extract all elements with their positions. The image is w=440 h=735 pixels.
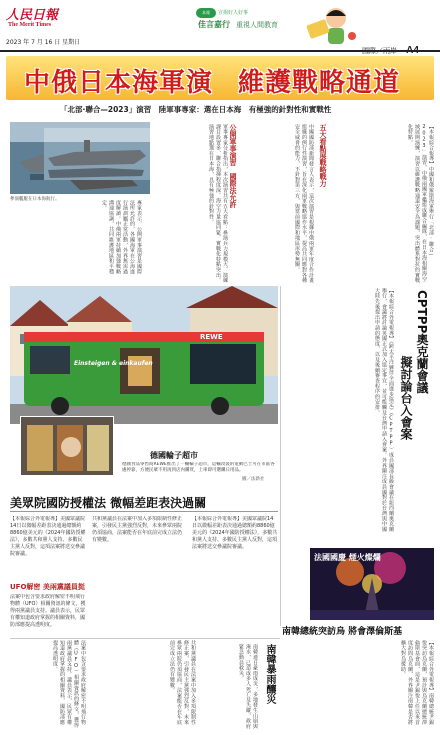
slogan-subtag: 宣揚好人好事 <box>218 10 249 16</box>
defense-headline: 美眾院國防授權法 微幅差距表決過關 <box>10 496 207 510</box>
main-headline-banner <box>6 56 434 100</box>
bus-caption-body: 德國食品零售商REWE推出了一輛輪子超市，這輛改裝的電動巴士可在市區各處停靠，方便民眾不用再到店內購買，上車即可選購日用品。 <box>122 462 275 473</box>
brand-cn: 人民日報 <box>6 8 59 23</box>
lower-left-body: 法案中包含要求政府解密不明飛行物體（UFO）相關資訊的條文，獲得兩黨議員支持。議員表示，民眾有權知道政府掌握的相關資料，國防部應提高透明度。 <box>52 640 86 728</box>
main-subhead: 「北部·聯合—2023」演習 陸軍事專家：選在日本海 有極強的針對性和實戰性 <box>60 105 332 114</box>
korea-headline: 南韓總統突訪烏 將會澤倫斯基 <box>282 627 403 637</box>
bus-slogan: Einsteigen & einkaufen <box>74 360 153 367</box>
slogan-badge <box>196 6 316 36</box>
slogan-main: 佳言嘉行 <box>198 20 230 29</box>
defense-sub-ufo: UFO解密 美兩黨議員挺 <box>10 583 85 591</box>
mascot-illustration <box>300 2 360 50</box>
korea-rain-body: 南韓連日豪雨成災，多地發生山崩與淹水，已造成多人死亡及失蹤，政府緊急動員救災。 <box>238 644 258 729</box>
masthead-rule <box>0 50 440 52</box>
main-body-4: 專家表示，公開軍事演習是國際法所允許的，各國海軍在公海進行演訓屬正常活動，外界無需過度解讀。中俄兩軍持續加強戰略溝通協調，共同維護地區和平穩定。 <box>101 200 142 275</box>
issue-date: 2023 年 7 月 16 日 星期日 <box>6 39 81 46</box>
defense-body-1: 【本報綜合外電報導】美國眾議院14日以微幅差距表決通過總額約8860億美元的《2024年國防授權法》，多數共和黨人支持、多數民主黨人反對，這項法案將送交參議院審議。 <box>10 516 86 557</box>
defense-body-2: 法案中包含要求政府解密不明飛行物體（UFO）相關資訊的條文，獲得兩黨議員支持。議員表示，民眾有權知道政府掌握的相關資料，國防部應提高透明度。 <box>10 594 86 628</box>
fireworks-photo <box>310 548 434 620</box>
section-label <box>362 38 419 57</box>
divider <box>10 638 280 639</box>
main-body-1: 【本報綜合報導】中國和俄羅斯海軍舉行「北部·聯合—2023」演習，中俄兩國軍艦組成聯合編隊，在日本海相關海空域展開演練，演習以維護戰略通道安全為課題，突出體系對抗的實戰化特點。 <box>407 124 434 283</box>
bus-inset-photo <box>20 416 114 476</box>
bus-photo <box>10 286 278 424</box>
bus-caption-title: 德國輪子超市 <box>150 451 198 460</box>
defense-rule <box>10 511 278 512</box>
fireworks-caption: 法國國慶 煙火燦爛 <box>314 553 381 562</box>
warship-caption: 參演艦艇在日本海航行。 <box>10 197 60 202</box>
defense-body-3: 共和黨議員在法案中加入多項限制性修正案，引發民主黨強烈反對，未來參眾兩院仍須協商，法案能否在年底前完成立法仍有變數。 <box>92 516 183 543</box>
bus-sign: REWE <box>200 333 223 341</box>
main-body-2: 中國國防部新聞發言人表示，這次演習是根據中俄兩軍年度合作計畫組織的例行性演習，旨在深化兩軍戰略協作水平，提高共同應對各種安全威脅的能力，不針對第三方，與當前國際和地區形勢無關。 <box>294 124 314 283</box>
brand-en: The Merit Times <box>8 22 52 28</box>
headline-right: 維護戰略通道 <box>238 68 401 98</box>
defense-body-4: 【本報綜合外電報導】美國眾議院14日以微幅差距表決通過總額約8860億美元的《2024年國防授權法》，多數共和黨人支持、多數民主黨人反對，這項法案將送交參議院審議。 <box>192 516 278 550</box>
slogan-tag: 本報 <box>196 8 216 18</box>
col-subhead-2: 公開軍事演習 國際法允許 <box>229 124 237 208</box>
korea-body: 【本報綜合外電報導】南韓總統尹錫悅突訪烏克蘭，預計與烏克蘭總統澤倫斯基會面，這是尹錫悅上任以來首度訪問烏克蘭，外界關注南韓是否將擴大對烏援助。 <box>400 640 434 725</box>
fleet-photo <box>44 128 150 180</box>
masthead <box>0 0 440 52</box>
korea-rain-headline: 南韓暴雨釀災 <box>264 644 275 704</box>
slogan-sub: 重視人間教育 <box>236 21 278 29</box>
divider <box>280 286 281 626</box>
bus-credit: 圖／法新社 <box>242 477 265 482</box>
cptpp-body: 【本報綜合外電報導】《跨太平洋夥伴全面進步協定》（CPTPP）成員國部長級會議在紐西蘭奧克蘭舉行，會議將討論英國正式加入協定事宜，並可能觸及台灣申請入會案。外界關注成員國對於台灣與中國大陸先後提出申請的態度，以及後續審查程序的安排。 <box>374 288 394 532</box>
headline-left: 中俄日本海軍演 <box>24 68 214 98</box>
main-body-3: 軍事專家分析指出，本次演習共有五大看點：參演兵力規模大、演練課目設置多、聯合指揮程度深、海空力量協同緊、實戰化特點突出。演習地點選在日本海，具有極強的針對性。 <box>208 124 228 283</box>
lower-mid-body: 共和黨議員在法案中加入多項限制性修正案，引發民主黨強烈反對，未來參眾兩院仍須協商，法案能否在年底前完成立法仍有變數。 <box>169 640 196 725</box>
cptpp-headline-1: CPTPP奧克蘭會議 <box>415 290 429 394</box>
cptpp-headline-2: 擬討論台入會案 <box>399 356 413 440</box>
col-subhead-1: 五大看點展戰略戰力 <box>319 124 327 187</box>
